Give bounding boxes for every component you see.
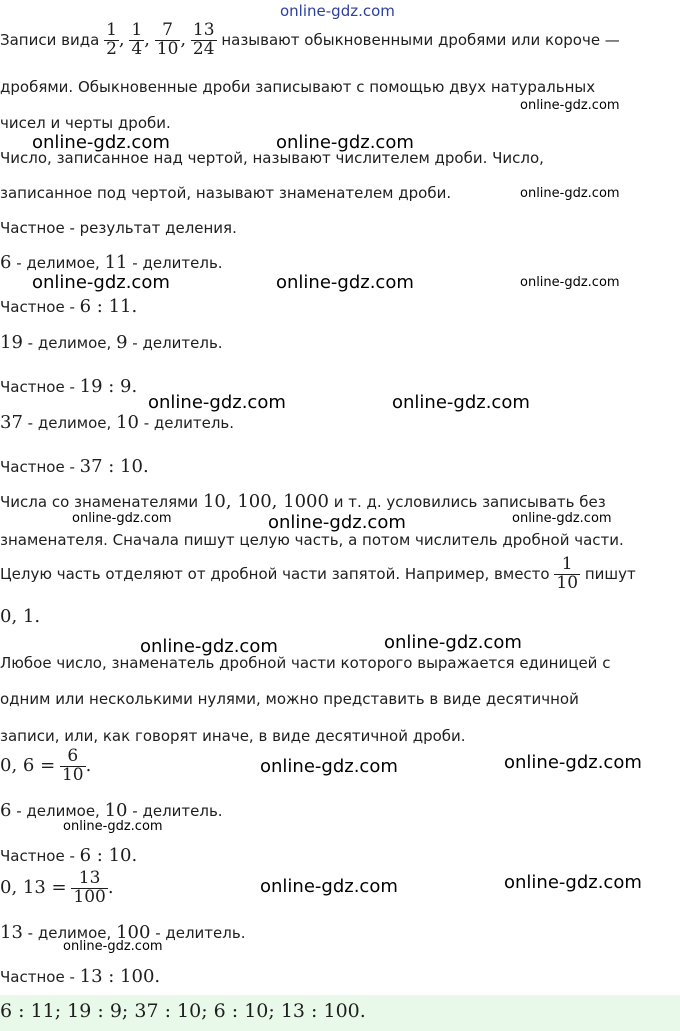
watermark: online-gdz.com bbox=[63, 819, 163, 834]
watermark: online-gdz.com bbox=[276, 132, 414, 153]
fraction-13-24: $\frac{13}{24}$ bbox=[192, 20, 215, 59]
paragraph-5-line-1: Любое число, знаменатель дробной части которого выражается единицей с bbox=[0, 654, 611, 672]
text: называют обыкновенными дробями или короче — bbox=[221, 30, 620, 49]
watermark: online-gdz.com bbox=[63, 939, 163, 954]
paragraph-4-line-1: Числа со знаменателями 10, 100, 1000 и т. д. условились записывать без bbox=[0, 491, 606, 512]
equation-line: 0, 13 = $\frac{13}{100}$ . bbox=[0, 868, 114, 907]
quotient-line: Частное - 6 : 11. bbox=[0, 296, 138, 317]
watermark: online-gdz.com bbox=[268, 512, 406, 533]
fraction-1-10: $\frac{1}{10}$ bbox=[556, 554, 579, 593]
paragraph-4-line-4: 0, 1. bbox=[0, 606, 41, 627]
watermark: online-gdz.com bbox=[260, 876, 398, 897]
watermark: online-gdz.com bbox=[140, 636, 278, 657]
example-line: 6 - делимое, 11 - делитель. bbox=[0, 252, 223, 273]
paragraph-2-line-2: записанное под чертой, называют знаменателем дроби. bbox=[0, 184, 452, 202]
paragraph-5-line-3: записи, или, как говорят иначе, в виде десятичной дроби. bbox=[0, 727, 466, 745]
watermark: online-gdz.com bbox=[504, 872, 642, 893]
paragraph-1-line-2: дробями. Обыкновенные дроби записывают с помощью двух натуральных bbox=[0, 78, 596, 96]
quotient-line: Частное - 6 : 10. bbox=[0, 845, 138, 866]
watermark: online-gdz.com bbox=[32, 272, 170, 293]
fraction-1-2: $\frac{1}{2}$ bbox=[106, 20, 117, 59]
paragraph-4-line-3: Целую часть отделяют от дробной части запятой. Например, вместо $\frac{1}{10}$ пишут bbox=[0, 554, 636, 593]
quotient-line: Частное - 37 : 10. bbox=[0, 456, 149, 477]
fraction-1-4: $\frac{1}{4}$ bbox=[131, 20, 143, 59]
watermark: online-gdz.com bbox=[392, 392, 530, 413]
example-line: 6 - делимое, 10 - делитель. bbox=[0, 800, 223, 821]
fraction-13-100: $\frac{13}{100}$ bbox=[73, 868, 106, 907]
fraction-7-10: $\frac{7}{10}$ bbox=[156, 20, 179, 59]
watermark: online-gdz.com bbox=[276, 272, 414, 293]
equation-line: 0, 6 = $\frac{6}{10}$ . bbox=[0, 746, 92, 785]
watermark: online-gdz.com bbox=[32, 132, 170, 153]
watermark: online-gdz.com bbox=[504, 752, 642, 773]
watermark: online-gdz.com bbox=[260, 756, 398, 777]
watermark: online-gdz.com bbox=[384, 632, 522, 653]
watermark: online-gdz.com bbox=[520, 186, 620, 201]
watermark: online-gdz.com bbox=[512, 511, 612, 526]
example-line: 37 - делимое, 10 - делитель. bbox=[0, 412, 235, 433]
paragraph-2-line-1: Число, записанное над чертой, называют числителем дроби. Число, bbox=[0, 149, 544, 167]
example-line: 19 - делимое, 9 - делитель. bbox=[0, 332, 223, 353]
example-line: 13 - делимое, 100 - делитель. bbox=[0, 922, 246, 943]
watermark: online-gdz.com bbox=[520, 98, 620, 113]
paragraph-3: Частное - результат деления. bbox=[0, 219, 237, 237]
text: Записи вида bbox=[0, 30, 100, 49]
answer-box: 6 : 11; 19 : 9; 37 : 10; 6 : 10; 13 : 100. bbox=[0, 995, 680, 1031]
quotient-line: Частное - 19 : 9. bbox=[0, 376, 138, 397]
fraction-6-10: $\frac{6}{10}$ bbox=[61, 746, 84, 785]
watermark: online-gdz.com bbox=[148, 392, 286, 413]
watermark: online-gdz.com bbox=[520, 275, 620, 290]
watermark-top: online-gdz.com bbox=[280, 2, 395, 20]
paragraph-4-line-2: знаменателя. Сначала пишут целую часть, а потом числитель дробной части. bbox=[0, 531, 624, 549]
quotient-line: Частное - 13 : 100. bbox=[0, 966, 161, 987]
watermark: online-gdz.com bbox=[72, 511, 172, 526]
paragraph-1-line-1: Записи вида $\frac{1}{2}$ , $\frac{1}{4}$ , $\frac{7}{10}$ , $\frac{13}{24}$ называют обыкновенными дробями или короче — bbox=[0, 20, 620, 59]
paragraph-1-line-3: чисел и черты дроби. bbox=[0, 114, 171, 132]
paragraph-5-line-2: одним или несколькими нулями, можно представить в виде десятичной bbox=[0, 690, 579, 708]
